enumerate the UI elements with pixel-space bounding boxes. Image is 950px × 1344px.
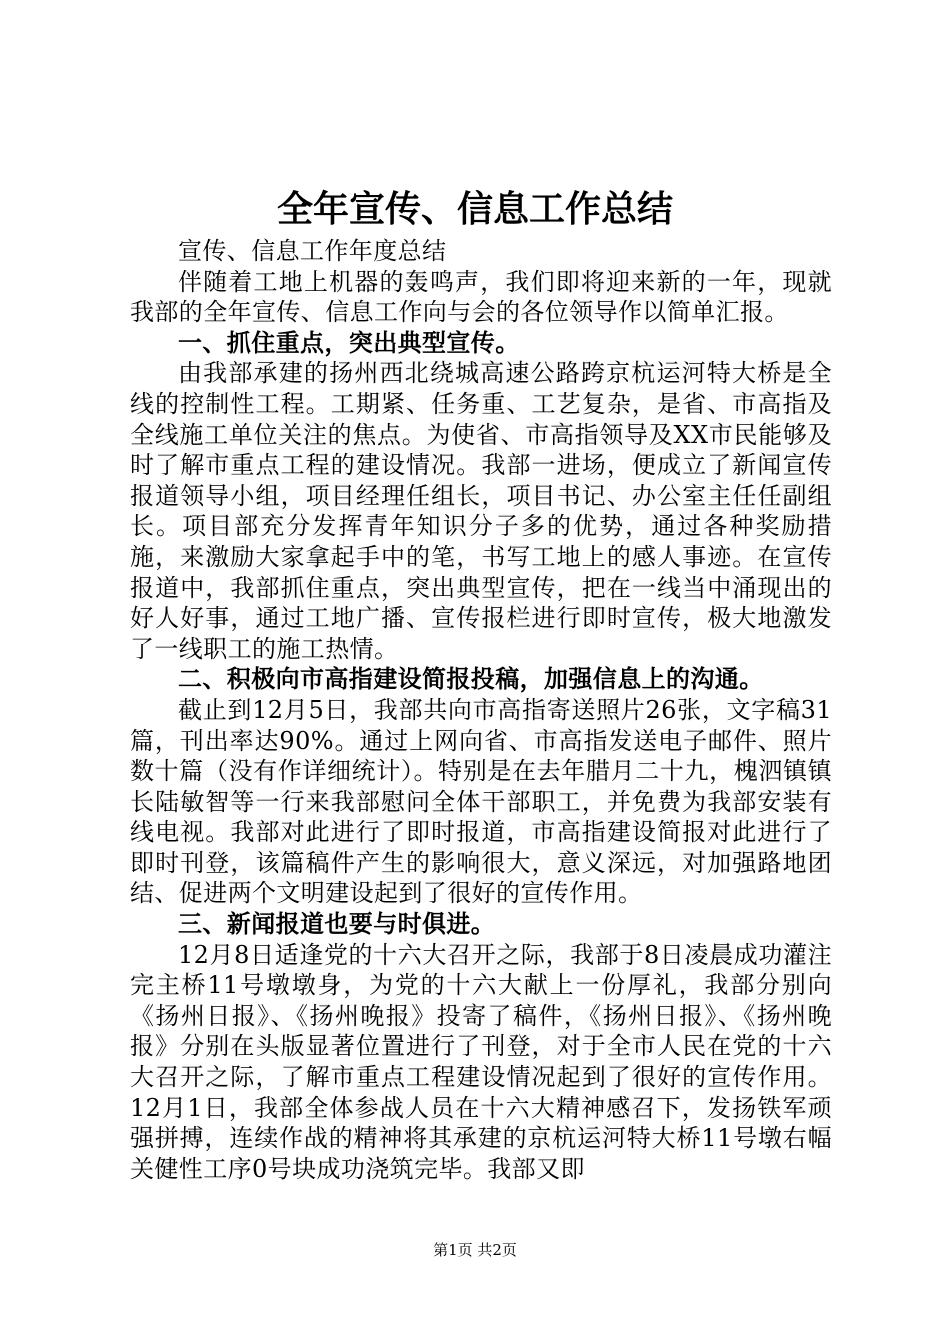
paragraph-intro: 伴随着工地上机器的轰鸣声，我们即将迎来新的一年，现就我部的全年宣传、信息工作向与会的各位领导作以简单汇报。 bbox=[130, 267, 832, 327]
paragraph-section-1: 由我部承建的扬州西北绕城高速公路跨京杭运河特大桥是全线的控制性工程。工期紧、任务重、工艺复杂，是省、市高指及全线施工单位关注的焦点。为使省、市高指领导及XX市民能够及时了解市重点工程的建设情况。我部一进场，便成立了新闻宣传报道领导小组，项目经理任组长，项目书记、办公室主任任副组长。项目部充分发挥青年知识分子多的优势，通过各种奖励措施，来激励大家拿起手中的笔，书写工地上的感人事迹。在宣传报道中，我部抓住重点，突出典型宣传，把在一线当中涌现出的好人好事，通过工地广播、宣传报栏进行即时宣传，极大地激发了一线职工的施工热情。 bbox=[130, 359, 832, 663]
section-heading-2: 二、积极向市高指建设简报投稿，加强信息上的沟通。 bbox=[178, 665, 764, 694]
document-title: 全年宣传、信息工作总结 bbox=[276, 189, 673, 230]
page-number-footer: 第1页 共2页 bbox=[433, 1241, 517, 1259]
section-heading-1: 一、抓住重点，突出典型宣传。 bbox=[178, 328, 520, 357]
document-body bbox=[130, 236, 832, 1184]
paragraph-section-3: 12月8日适逢党的十六大召开之际，我部于8日凌晨成功灌注完主桥11号墩墩身，为党的十六大献上一份厚礼，我部分别向《扬州日报》、《扬州晚报》投寄了稿件，《扬州日报》、《扬州晚报》分别在头版显著位置进行了刊登，对于全市人民在党的十六大召开之际，了解市重点工程建设情况起到了很好的宣传作用。12月1日，我部全体参战人员在十六大精神感召下，发扬铁军顽强拼搏，连续作战的精神将其承建的京杭运河特大桥11号墩右幅关健性工序0号块成功浇筑完毕。我部又即 bbox=[130, 940, 832, 1183]
paragraph-subtitle: 宣传、信息工作年度总结 bbox=[178, 237, 447, 265]
paragraph-section-2: 截止到12月5日，我部共向市高指寄送照片26张，文字稿31篇，刊出率达90%。通过上网向省、市高指发送电子邮件、照片数十篇（没有作详细统计）。特别是在去年腊月二十九，槐泗镇镇长陆敏智等一行来我部慰问全体干部职工，并免费为我部安装有线电视。我部对此进行了即时报道，市高指建设简报对此进行了即时刊登，该篇稿件产生的影响很大，意义深远，对加强路地团结、促进两个文明建设起到了很好的宣传作用。 bbox=[130, 695, 832, 908]
section-heading-3: 三、新闻报道也要与时俱进。 bbox=[178, 910, 496, 939]
